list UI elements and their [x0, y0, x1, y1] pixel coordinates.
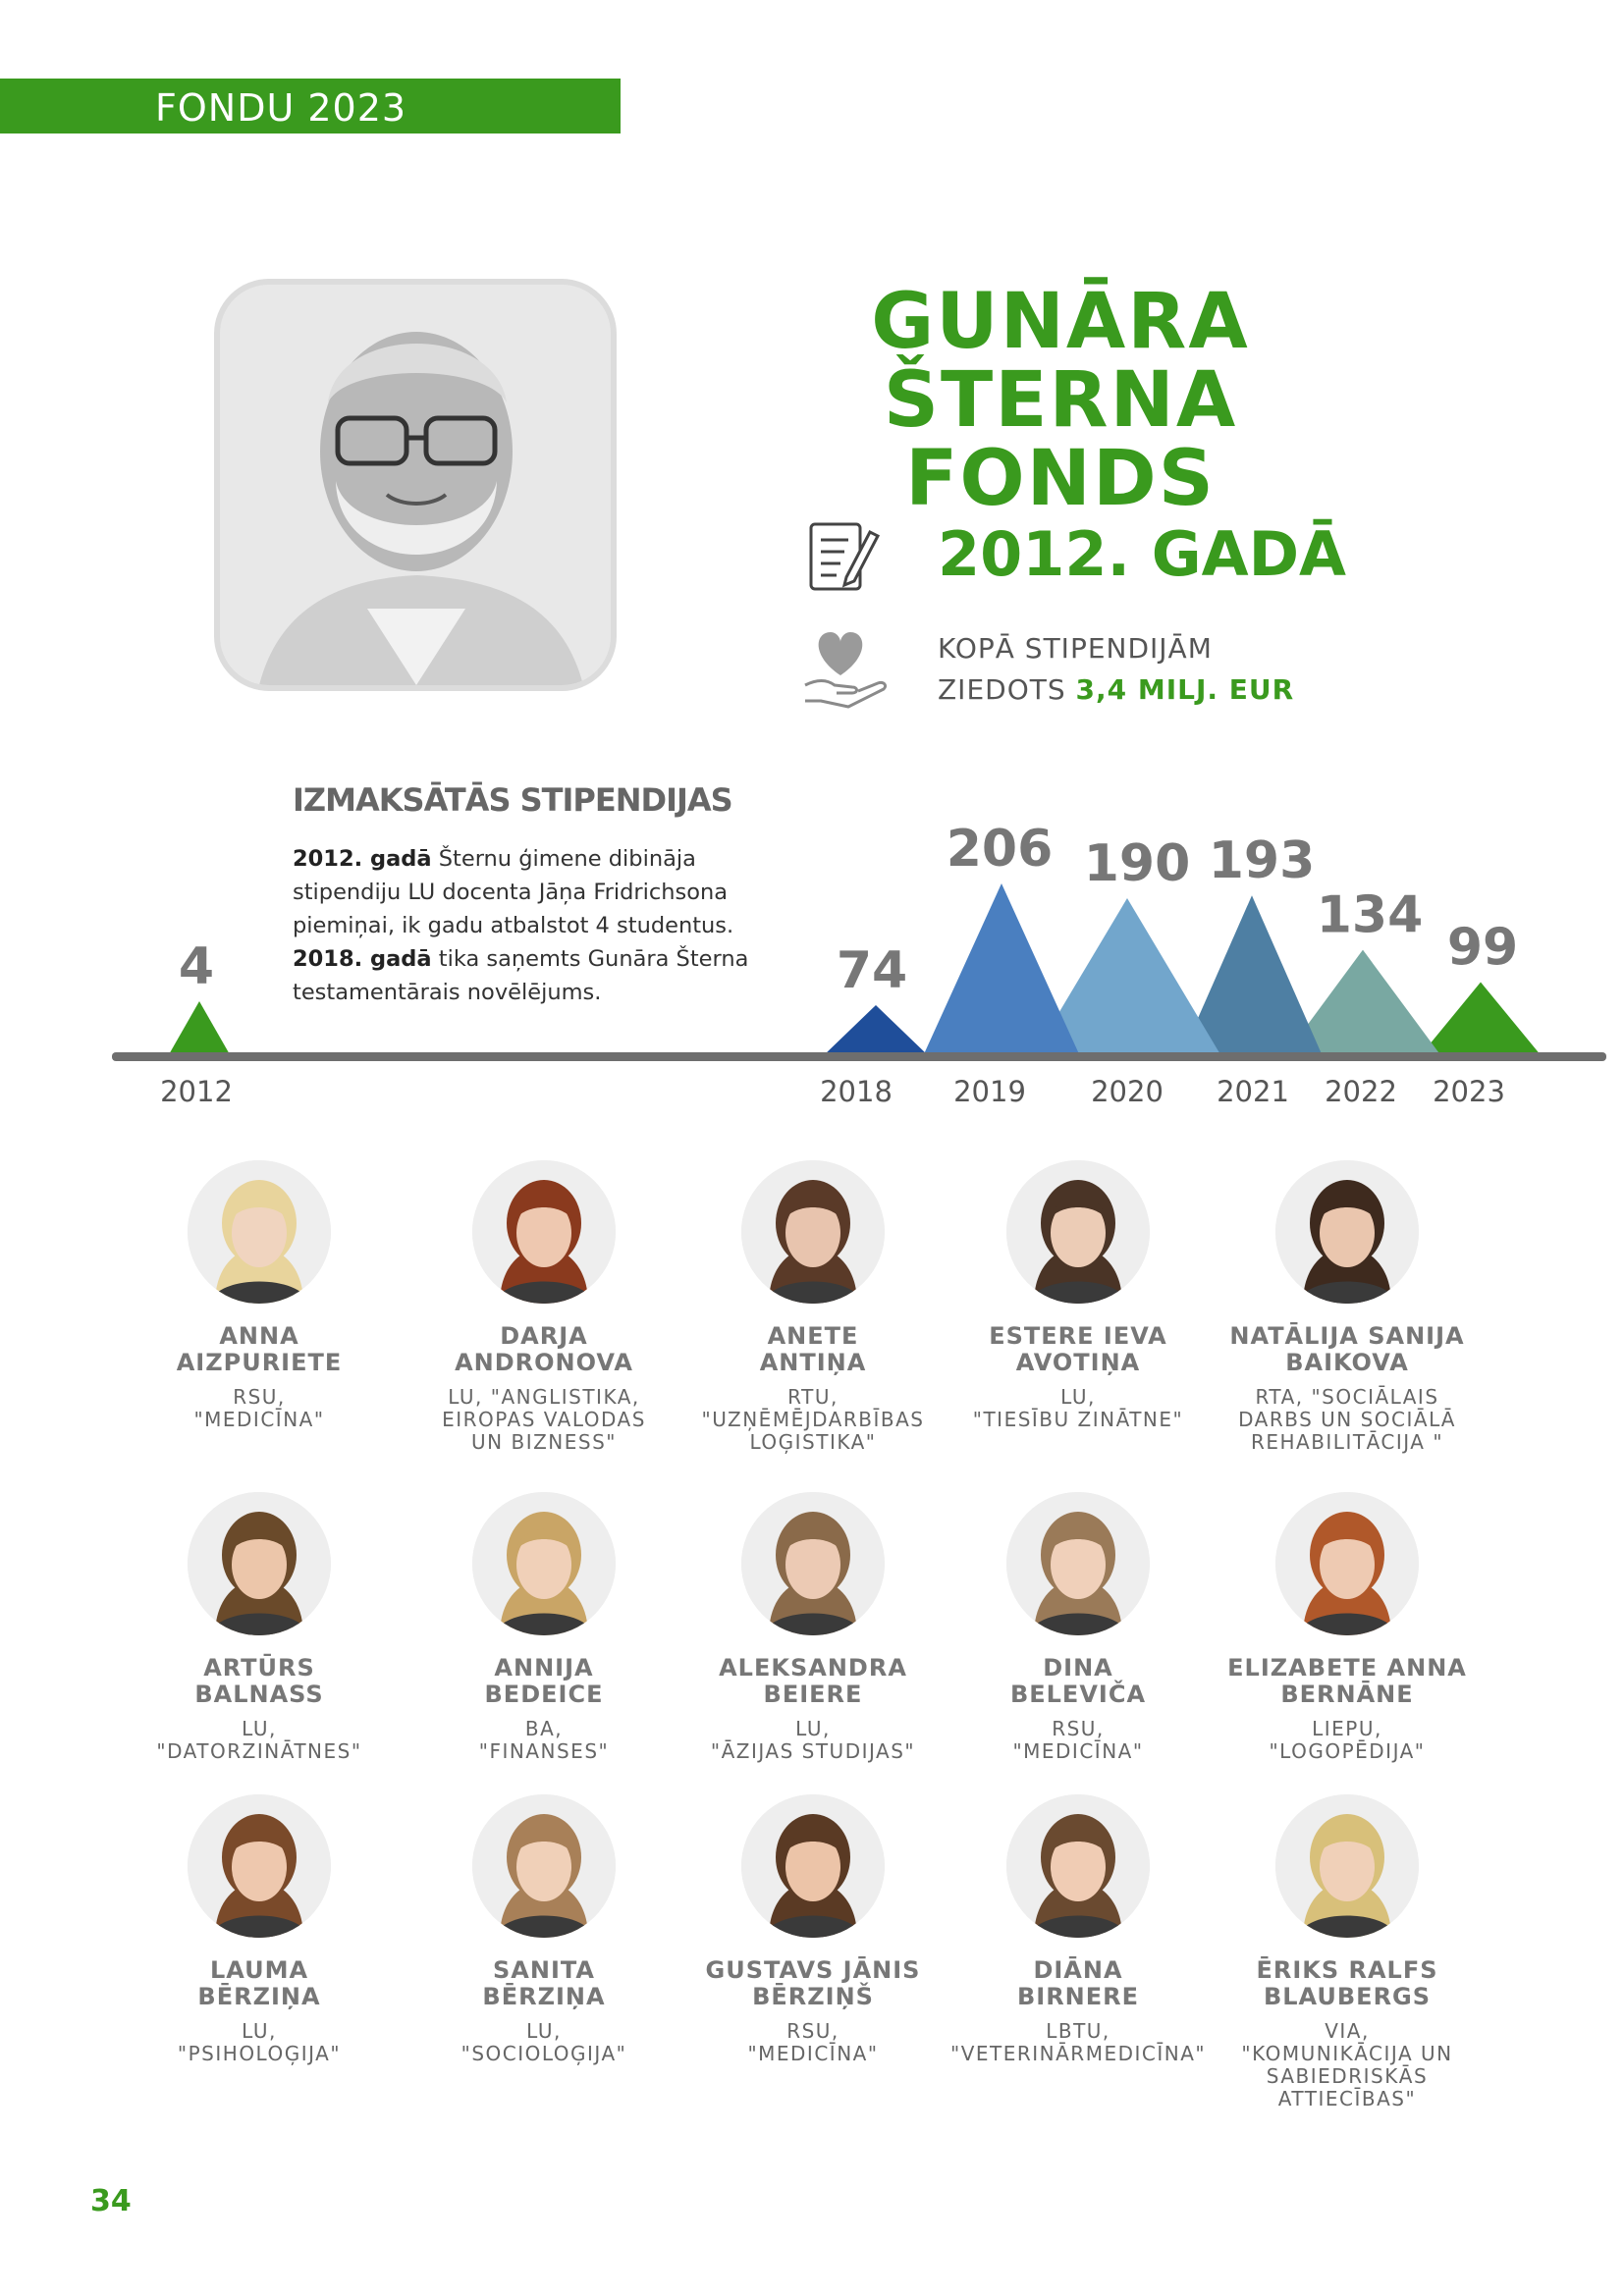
section-header-label: FONDU 2023	[155, 86, 407, 130]
scholarship-timeline-chart	[0, 805, 1624, 1129]
avatar	[1006, 1492, 1150, 1635]
intro-p2-bold: 2018. gadā	[293, 946, 432, 972]
chart-value-label: 206	[946, 820, 1054, 879]
intro-p1-text: Šternu ģimene dibināja stipendiju LU docenta Jāņa Fridrichsona piemiņai, ik gadu atbalstot 4 studentus.	[293, 846, 734, 938]
donation-text	[938, 628, 1294, 711]
heart-hand-icon	[801, 628, 890, 711]
scholar-name-first: GUSTAVS JĀNIS	[705, 1956, 921, 1984]
avatar	[1006, 1794, 1150, 1938]
scholar-name-last: BLAUBERGS	[1263, 1983, 1432, 2010]
scholar-name	[416, 1957, 672, 2010]
donation-line2	[938, 669, 1294, 711]
chart-value-label: 99	[1446, 918, 1519, 978]
avatar-photo	[472, 1492, 616, 1635]
scholar-info-line: "DATORZINĀTNES"	[156, 1739, 362, 1763]
scholar-study-info	[416, 2020, 672, 2065]
founded-year-heading: 2012. GADĀ	[938, 518, 1347, 590]
scholar-card	[1219, 1492, 1475, 1763]
chart-year-label: 2022	[1325, 1075, 1397, 1108]
scholar-info-line: RSU,	[786, 2019, 839, 2043]
scholar-name-last: BALNASS	[194, 1681, 324, 1708]
scholar-card	[1219, 1160, 1475, 1454]
avatar	[741, 1160, 885, 1304]
chart-value-label: 74	[836, 941, 908, 1000]
scholar-study-info	[1219, 2020, 1475, 2110]
intro-p2-text: tika saņemts Gunāra Šterna testamentārais novēlējums.	[293, 946, 749, 1005]
avatar	[188, 1160, 331, 1304]
scholar-name-first: ANNIJA	[494, 1654, 594, 1682]
avatar	[472, 1794, 616, 1938]
scholar-info-line: "SOCIOLOĢIJA"	[460, 2042, 627, 2065]
avatar-photo	[1006, 1794, 1150, 1938]
donation-line1: KOPĀ STIPENDIJĀM	[938, 632, 1213, 665]
scholar-name-first: ĒRIKS RALFS	[1256, 1956, 1438, 1984]
scholar-name	[1219, 1323, 1475, 1376]
fund-title-line1: GUNĀRA ŠTERNA	[871, 278, 1250, 445]
scholar-name-first: DIĀNA	[1033, 1956, 1123, 1984]
scholar-info-line: LU,	[526, 2019, 562, 2043]
intro-p1-bold: 2012. gadā	[293, 846, 432, 872]
founder-portrait	[214, 279, 617, 691]
scholar-name-first: SANITA	[493, 1956, 595, 1984]
scholar-study-info	[1219, 1718, 1475, 1763]
scholar-name-last: ANDRONOVA	[455, 1349, 633, 1376]
scholar-name-last: BERNĀNE	[1280, 1681, 1414, 1708]
scholar-card	[950, 1160, 1206, 1431]
chart-value-label: 190	[1083, 834, 1191, 894]
scholar-study-info	[685, 1386, 941, 1454]
scholar-name-first: ANETE	[767, 1322, 859, 1350]
chart-year-label: 2018	[820, 1075, 893, 1108]
scholar-info-line: "PSIHOLOĢIJA"	[177, 2042, 342, 2065]
avatar	[1275, 1794, 1419, 1938]
scholar-info-line: DARBS UN SOCIĀLĀ	[1238, 1408, 1456, 1431]
scholar-info-line: UN BIZNESS"	[471, 1430, 617, 1454]
scholar-card	[685, 1160, 941, 1454]
scholar-name-first: ELIZABETE ANNA	[1227, 1654, 1467, 1682]
scholar-name	[685, 1323, 941, 1376]
chart-value-label: 193	[1208, 831, 1316, 891]
scholar-info-line: SABIEDRISKĀS	[1266, 2064, 1429, 2088]
scholar-info-line: BA,	[524, 1717, 564, 1740]
scholar-name-last: BĒRZIŅŠ	[752, 1983, 874, 2010]
scholar-info-line: LU,	[1060, 1385, 1096, 1409]
scholar-study-info	[950, 2020, 1206, 2065]
scholar-card	[1219, 1794, 1475, 2110]
scholar-name-last: AVOTIŅA	[1015, 1349, 1141, 1376]
scholar-name-last: BĒRZIŅA	[197, 1983, 321, 2010]
scholar-info-line: "MEDICĪNA"	[1012, 1739, 1144, 1763]
scholar-info-line: LOĢISTIKA"	[749, 1430, 877, 1454]
scholar-name	[416, 1323, 672, 1376]
scholar-card	[132, 1794, 387, 2065]
avatar-photo	[741, 1492, 885, 1635]
section-header-bar	[0, 79, 621, 133]
scholar-info-line: "MEDICĪNA"	[193, 1408, 325, 1431]
scholar-study-info	[132, 1386, 387, 1431]
scholar-info-line: "ĀZIJAS STUDIJAS"	[710, 1739, 916, 1763]
avatar-photo	[1275, 1492, 1419, 1635]
scholar-name-first: ANNA	[219, 1322, 299, 1350]
scholar-info-line: RTU,	[787, 1385, 839, 1409]
chart-value-label: 134	[1316, 885, 1424, 945]
scholar-card	[416, 1794, 672, 2065]
scholar-name-last: BAIKOVA	[1285, 1349, 1409, 1376]
scholar-name	[1219, 1957, 1475, 2010]
avatar-photo	[1275, 1160, 1419, 1304]
scholar-info-line: LIEPU,	[1312, 1717, 1382, 1740]
scholar-name-first: ALEKSANDRA	[719, 1654, 907, 1682]
avatar	[188, 1492, 331, 1635]
scholar-study-info	[416, 1718, 672, 1763]
avatar	[472, 1160, 616, 1304]
avatar-photo	[1006, 1160, 1150, 1304]
scholar-info-line: LU,	[795, 1717, 831, 1740]
founder-photo	[220, 285, 611, 685]
scholar-name-first: LAUMA	[209, 1956, 309, 1984]
scholar-study-info	[950, 1386, 1206, 1431]
scholar-card	[950, 1492, 1206, 1763]
scholar-info-line: REHABILITĀCIJA "	[1250, 1430, 1444, 1454]
scholar-name-first: DARJA	[500, 1322, 588, 1350]
scholar-name-last: BEIERE	[763, 1681, 863, 1708]
avatar-photo	[741, 1794, 885, 1938]
scholar-info-line: ATTIECĪBAS"	[1277, 2087, 1417, 2110]
scholar-study-info	[950, 1718, 1206, 1763]
avatar-photo	[472, 1160, 616, 1304]
scholar-name	[950, 1323, 1206, 1376]
avatar	[741, 1492, 885, 1635]
scholar-name	[132, 1323, 387, 1376]
chart-triangle-2018	[823, 1005, 929, 1056]
avatar	[472, 1492, 616, 1635]
document-pen-icon	[807, 518, 882, 597]
scholar-study-info	[685, 2020, 941, 2065]
scholar-info-line: LU,	[242, 2019, 277, 2043]
scholar-name-last: BĒRZIŅA	[482, 1983, 606, 2010]
avatar	[1275, 1492, 1419, 1635]
scholar-info-line: "MEDICĪNA"	[747, 2042, 879, 2065]
scholar-info-line: RSU,	[1052, 1717, 1105, 1740]
scholar-card	[132, 1160, 387, 1431]
scholar-name-last: BELEVIČA	[1009, 1681, 1147, 1708]
scholar-info-line: "VETERINĀRMEDICĪNA"	[950, 2042, 1207, 2065]
scholar-info-line: RSU,	[233, 1385, 286, 1409]
avatar-photo	[188, 1160, 331, 1304]
avatar	[741, 1794, 885, 1938]
chart-year-label: 2021	[1217, 1075, 1289, 1108]
scholar-study-info	[416, 1386, 672, 1454]
donation-prefix: ZIEDOTS	[938, 673, 1076, 706]
scholar-study-info	[132, 1718, 387, 1763]
scholar-info-line: "UZŅĒMĒJDARBĪBAS	[701, 1408, 925, 1431]
avatar-photo	[472, 1794, 616, 1938]
scholar-name-first: NATĀLIJA SANIJA	[1229, 1322, 1465, 1350]
scholar-card	[685, 1492, 941, 1763]
chart-triangle-2019	[923, 883, 1080, 1056]
scholar-info-line: LU, "ANGLISTIKA,	[448, 1385, 640, 1409]
scholar-name	[950, 1655, 1206, 1708]
scholar-name	[685, 1655, 941, 1708]
timeline-baseline	[112, 1052, 1606, 1061]
avatar-photo	[1275, 1794, 1419, 1938]
scholar-name-first: DINA	[1043, 1654, 1113, 1682]
chart-value-label: 4	[178, 937, 215, 996]
avatar	[188, 1794, 331, 1938]
scholar-card	[685, 1794, 941, 2065]
scholar-info-line: "TIESĪBU ZINĀTNE"	[972, 1408, 1184, 1431]
chart-year-label: 2023	[1433, 1075, 1505, 1108]
chart-triangle-2012	[168, 1001, 231, 1056]
scholar-study-info	[1219, 1386, 1475, 1454]
avatar-photo	[741, 1160, 885, 1304]
chart-year-label: 2020	[1091, 1075, 1164, 1108]
scholarships-section-title: IZMAKSĀTĀS STIPENDIJAS	[293, 781, 732, 819]
scholar-name	[1219, 1655, 1475, 1708]
scholar-name-last: AIZPURIETE	[176, 1349, 343, 1376]
scholar-study-info	[685, 1718, 941, 1763]
chart-triangle-2023	[1420, 983, 1542, 1056]
chart-year-label: 2019	[953, 1075, 1026, 1108]
scholar-name-first: ESTERE IEVA	[989, 1322, 1167, 1350]
avatar-photo	[1006, 1492, 1150, 1635]
scholar-study-info	[132, 2020, 387, 2065]
fund-title-line2: FONDS	[905, 435, 1216, 523]
chart-year-label: 2012	[160, 1075, 233, 1108]
scholar-card	[416, 1492, 672, 1763]
scholar-info-line: LBTU,	[1046, 2019, 1110, 2043]
scholar-name	[132, 1957, 387, 2010]
scholar-name-last: ANTIŅA	[759, 1349, 867, 1376]
scholar-card	[416, 1160, 672, 1454]
scholar-info-line: "FINANSES"	[478, 1739, 610, 1763]
avatar	[1275, 1160, 1419, 1304]
scholar-info-line: RTA, "SOCIĀLAIS	[1255, 1385, 1439, 1409]
scholar-info-line: VIA,	[1325, 2019, 1370, 2043]
scholar-info-line: "KOMUNIKĀCIJA UN	[1241, 2042, 1453, 2065]
scholar-info-line: LU,	[242, 1717, 277, 1740]
avatar	[1006, 1160, 1150, 1304]
scholar-name-last: BEDEICE	[484, 1681, 604, 1708]
fund-title	[707, 278, 1414, 523]
scholar-card	[132, 1492, 387, 1763]
page-number: 34	[90, 2184, 132, 2218]
scholar-info-line: EIROPAS VALODAS	[442, 1408, 646, 1431]
avatar-photo	[188, 1794, 331, 1938]
scholar-name	[685, 1957, 941, 2010]
scholar-name-first: ARTŪRS	[203, 1654, 315, 1682]
donation-amount: 3,4 MILJ. EUR	[1075, 673, 1295, 706]
scholar-card	[950, 1794, 1206, 2065]
scholar-name	[950, 1957, 1206, 2010]
avatar-photo	[188, 1492, 331, 1635]
scholar-info-line: "LOGOPĒDIJA"	[1269, 1739, 1426, 1763]
scholar-name	[416, 1655, 672, 1708]
scholar-name-last: BIRNERE	[1016, 1983, 1140, 2010]
scholar-name	[132, 1655, 387, 1708]
